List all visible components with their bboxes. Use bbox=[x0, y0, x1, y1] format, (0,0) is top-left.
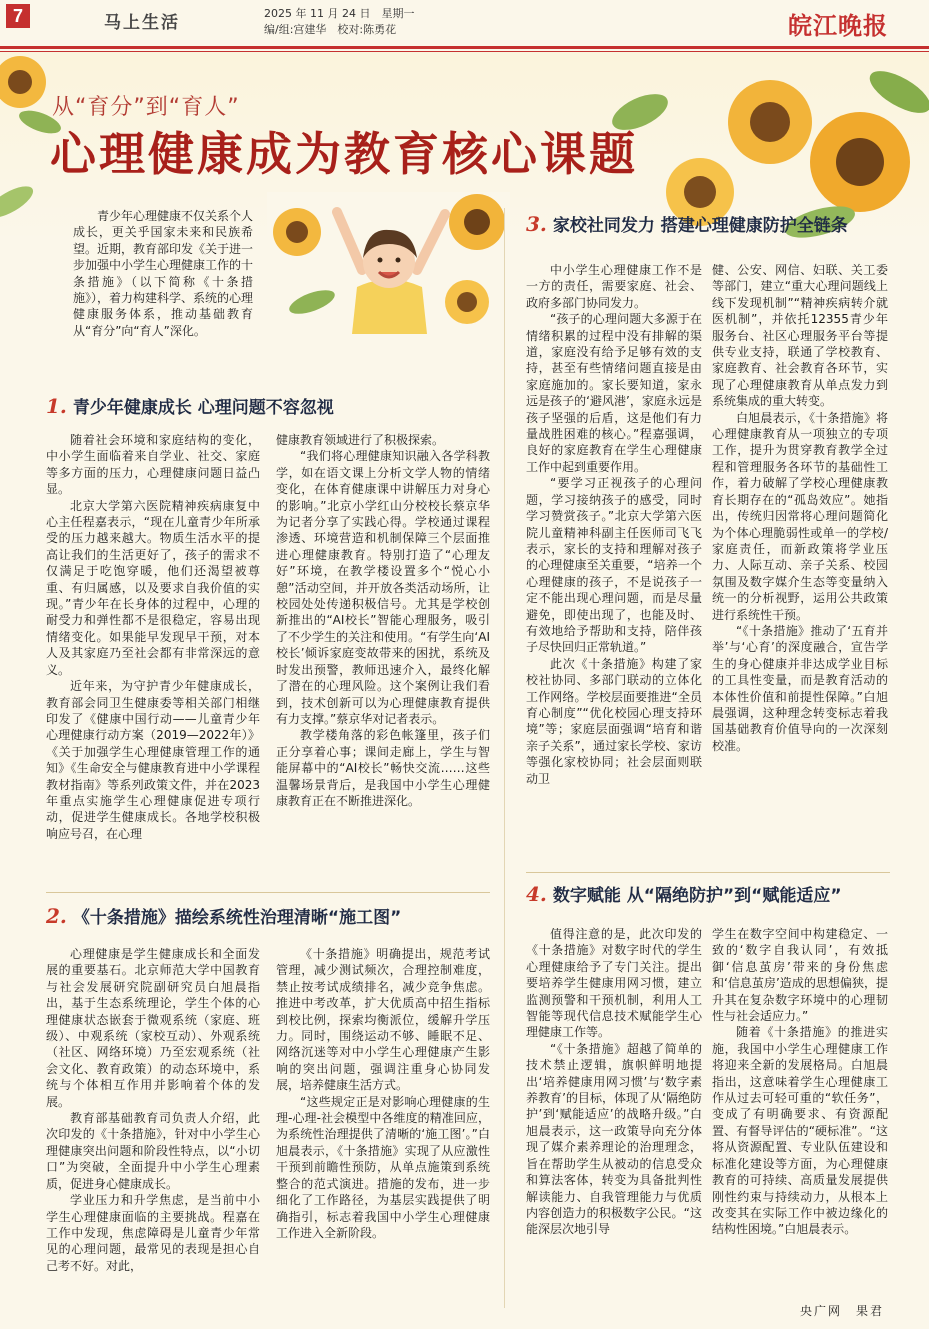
paragraph: “孩子的心理问题大多源于在情绪积累的过程中没有排解的渠道，家庭没有给予足够有效的支持，甚至有些情绪问题直接是由家庭施加的。家长要知道，家永远是孩子的‘避风港’，家庭永远是孩子坚强的后盾，这是他们有力量战胜困难的核心。”程嘉强调，良好的家庭教育在学生心理健康工作中起到重要作用。 bbox=[526, 312, 702, 474]
section-divider bbox=[526, 872, 890, 873]
section-3-column-a bbox=[526, 262, 702, 787]
paragraph: “我们将心理健康知识融入各学科教学，如在语文课上分析文学人物的情绪变化，在体育健康课中讲解压力对身心的影响。”北京小学红山分校校长蔡京华为记者分享了实践心得。学校通过课程渗透、环境营造和机制保障三个层面推进心理健康教育。特别打造了“心理友好”环境，在教学楼设置多个“悦心小憩”活动空间，并开放各类活动场所，让校园处处传递积极信号。尤其是学校创新推出的“AI校长”智能心理服务，吸引了不少学生的关注和使用。“有学生向‘AI校长’倾诉家庭变故带来的困扰，系统及时发出预警，教师迅速介入，最终化解了潜在的心理风险。这个案例让我们看到，技术创新可以为心理健康教育提供有力支撑。”蔡京华对记者表示。 bbox=[276, 449, 490, 726]
section-3-title: 家校社同发力 搭建心理健康防护全链条 bbox=[552, 216, 848, 236]
section-3-number: 3. bbox=[526, 212, 547, 236]
paragraph: “要学习正视孩子的心理问题，学习接纳孩子的感受，同时学习赞赏孩子。”北京大学第六医院儿童精神科副主任医师司飞飞表示，家长的支持和理解对孩子的心理健康至关重要，“培养一个心理健康的孩子，不是说孩子一定不能出现心理问题，而是尽量避免，即使出现了，也能及时、有效地给予帮助和支持，陪伴孩子尽快回归正常轨道。” bbox=[526, 476, 702, 655]
section-4-heading bbox=[526, 881, 842, 906]
paragraph: 心理健康是学生健康成长和全面发展的重要基石。北京师范大学中国教育与社会发展研究院副研究员白旭晨指出，基于生态系统理论，学生个体的心理健康状态嵌套于微观系统（家庭、班级）、中观系统（家校互动）、外观系统（社区、网络环境）乃至宏观系统（社会文化、教育政策）的动态环境中，系统与个体相互作用并影响着个体的发展。 bbox=[46, 947, 260, 1109]
newspaper-logo: 皖江晚报 bbox=[788, 11, 888, 40]
section-2-heading bbox=[46, 903, 401, 928]
masthead-rule bbox=[0, 46, 929, 49]
section-4-column-b bbox=[712, 926, 888, 1238]
paragraph: 教学楼角落的彩色帐篷里，孩子们正分享着心事；课间走廊上，学生与智能屏幕中的“AI校长”畅快交流……这些温馨场景背后，是我国中小学生心理健康教育正在不断推进深化。 bbox=[276, 728, 490, 808]
paragraph: 《十条措施》明确提出，规范考试管理，减少测试频次，合理控制难度，禁止按考试成绩排名，减少竞争焦虑。推进中考改革，扩大优质高中招生指标到校比例，探索均衡派位，缓解升学压力。同时，围绕运动不够、睡眠不足、网络沉迷等对中小学生心理健康产生影响的突出问题，强调注重身心协同发展，培养健康生活方式。 bbox=[276, 947, 490, 1093]
paragraph: 此次《十条措施》构建了家校社协同、多部门联动的立体化工作网络。学校层面要推进“全员育心制度”“优化校园心理支持环境”等；家庭层面强调“培育和谐亲子关系”，通过家长学校、家访等强化家校协同；社会层面则联动卫 bbox=[526, 656, 702, 786]
lede-paragraph: 青少年心理健康不仅关系个人成长，更关乎国家未来和民族希望。近期，教育部印发《关于进一步加强中小学生心理健康工作的十条措施》（以下简称《十条措施》），着力构建科学、系统的心理健康服务体系，推动基础教育从“育分”向“育人”深化。 bbox=[73, 209, 254, 338]
section-1-number: 1. bbox=[46, 394, 67, 418]
section-4-title: 数字赋能 从“隔绝防护”到“赋能适应” bbox=[552, 886, 842, 906]
section-1-column-a bbox=[46, 432, 260, 842]
section-2-title: 《十条措施》描绘系统性治理清晰“施工图” bbox=[72, 908, 402, 928]
section-1-column-b bbox=[276, 432, 490, 809]
section-3-heading bbox=[526, 211, 848, 236]
paragraph: 教育部基础教育司负责人介绍，此次印发的《十条措施》，针对中小学生心理健康突出问题和阶段性特点，以“小切口”为突破，全面提升中小学生心理素质，促进身心健康成长。 bbox=[46, 1111, 260, 1191]
section-2-column-a bbox=[46, 946, 260, 1274]
paragraph: 健、公安、网信、妇联、关工委等部门，建立“重大心理问题线上线下发现机制”“精神疾病转介就医机制”，并依托12355青少年服务台、社区心理服务平台等提供专业支持，联通了学校教育、家庭教育、社会教育各环节，实现了心理健康教育从单点发力到系统集成的重大转变。 bbox=[712, 263, 888, 409]
editor-credits: 编/组:宫建华 校对:陈勇花 bbox=[264, 23, 397, 36]
article-lede bbox=[73, 208, 253, 339]
paragraph: “《十条措施》推动了‘五育并举’与‘心育’的深度融合，宣告学生的身心健康并非达成学业目标的工具性变量，而是教育活动的本体性价值和前提性保障。”白旭晨强调，这种理念转变标志着我国基础教育价值导向的一次深刻校准。 bbox=[712, 623, 888, 753]
section-3-column-b bbox=[712, 262, 888, 754]
paragraph: 随着社会环境和家庭结构的变化，中小学生面临着来自学业、社交、家庭等多方面的压力，心理健康问题日益凸显。 bbox=[46, 433, 260, 497]
issue-meta bbox=[264, 6, 414, 38]
paragraph: 北京大学第六医院精神疾病康复中心主任程嘉表示，“现在儿童青少年所承受的压力越来越大。物质生活水平的提高让我们的生活更好了，孩子的需求不仅满足于吃饱穿暖，他们还渴望被尊重、有归属感，以及要求自我价值的实现。”青少年在长身体的过程中，心理的耐受力和弹性都不是很稳定，容易出现情绪变化。如果能早发现早干预，对本人及其家庭乃至社会都有非常深远的意义。 bbox=[46, 498, 260, 677]
page-number: 7 bbox=[6, 4, 30, 28]
section-name: 马上生活 bbox=[104, 13, 180, 33]
section-1-title: 青少年健康成长 心理问题不容忽视 bbox=[72, 398, 334, 418]
paragraph: 随着《十条措施》的推进实施，我国中小学生心理健康工作将迎来全新的发展格局。白旭晨指出，这意味着学生心理健康工作从过去可轻可重的“软任务”，变成了有明确要求、有资源配置、有督导评估的“硬标准”。“这将从资源配置、专业队伍建设和标准化建设等方面，为心理健康教育的可持续、高质量发展提供刚性约束与持续动力，从根本上改变其在实际工作中被边缘化的结构性困境。”白旭晨表示。 bbox=[712, 1025, 888, 1237]
paragraph: 中小学生心理健康工作不是一方的责任，需要家庭、社会、政府多部门协同发力。 bbox=[526, 263, 702, 310]
paragraph: 学生在数字空间中构建稳定、一致的‘数字自我认同’，有效抵御‘信息茧房’带来的身份焦虑和‘信息茧房’造成的思想偏狭，提升其在复杂数字环境中的心理韧性与社会适应力。” bbox=[712, 927, 888, 1024]
section-4-column-a bbox=[526, 926, 702, 1238]
article-byline: 央广网 果君 bbox=[800, 1304, 885, 1318]
section-2-column-b bbox=[276, 946, 490, 1241]
section-2-number: 2. bbox=[46, 904, 67, 928]
article-headline: 心理健康成为教育核心课题 bbox=[50, 127, 638, 181]
section-divider bbox=[46, 892, 490, 893]
column-divider bbox=[504, 208, 505, 1308]
paragraph: 学业压力和升学焦虑，是当前中小学生心理健康面临的主要挑战。程嘉在工作中发现，焦虑障碍是儿童青少年常见的心理问题，最常见的表现是担心自己考不好。对此， bbox=[46, 1193, 260, 1273]
article-kicker: 从“育分”到“育人” bbox=[52, 95, 240, 120]
issue-date: 2025 年 11 月 24 日 星期一 bbox=[264, 7, 415, 20]
paragraph: 白旭晨表示，《十条措施》将心理健康教育从一项独立的专项工作，提升为贯穿教育教学全过程和管理服务各环节的基础性工作，着力破解了学校心理健康教育长期存在的“孤岛效应”。她指出，传统归因常将心理问题简化为个体心理脆弱性或单一的学校/家庭责任，而新政策将学业压力、人际互动、亲子关系、校园氛围及数字媒介生态等变量纳入统一的分析视野，运用公共政策进行系统性干预。 bbox=[712, 410, 888, 622]
paragraph: “《十条措施》超越了简单的技术禁止逻辑，旗帜鲜明地提出‘培养健康用网习惯’与‘数字素养教育’的目标，体现了从‘隔绝防护’到‘赋能适应’的战略升级。”白旭晨表示，这一政策导向充分体现了媒介素养理论的治理理念，旨在帮助学生从被动的信息受众和算法客体，转变为具备批判性解读能力、自我管理能力与优质内容创造力的积极数字公民。“这能深层次地引导 bbox=[526, 1041, 702, 1237]
child-sunflower-illustration bbox=[267, 192, 510, 334]
paragraph: 健康教育领域进行了积极探索。 bbox=[276, 433, 445, 447]
paragraph: “这些规定正是对影响心理健康的生理-心理-社会模型中各维度的精准回应，为系统性治理提供了清晰的‘施工图’。”白旭晨表示，《十条措施》实现了从应激性干预到前瞻性预防，从单点施策到系统整合的范式演进。措施的发布，进一步细化了工作路径，为基层实践提供了明确指引，标志着我国中小学生心理健康工作进入全新阶段。 bbox=[276, 1094, 490, 1240]
section-1-heading bbox=[46, 393, 334, 418]
section-4-number: 4. bbox=[526, 882, 547, 906]
paragraph: 值得注意的是，此次印发的《十条措施》对数字时代的学生心理健康给予了专门关注。提出要培养学生健康用网习惯，建立监测预警和干预机制，利用人工智能等现代信息技术赋能学生心理健康工作等。 bbox=[526, 927, 702, 1040]
paragraph: 近年来，为守护青少年健康成长，教育部会同卫生健康委等相关部门相继印发了《健康中国行动——儿童青少年心理健康行动方案（2019—2022年）》《关于加强学生心理健康管理工作的通知》《生命安全与健康教育进中小学课程教材指南》等系列政策文件，并在2023年重点实施学生心理健康促进专项行动，促进学生健康成长。各地学校积极响应号召，在心理 bbox=[46, 679, 260, 841]
